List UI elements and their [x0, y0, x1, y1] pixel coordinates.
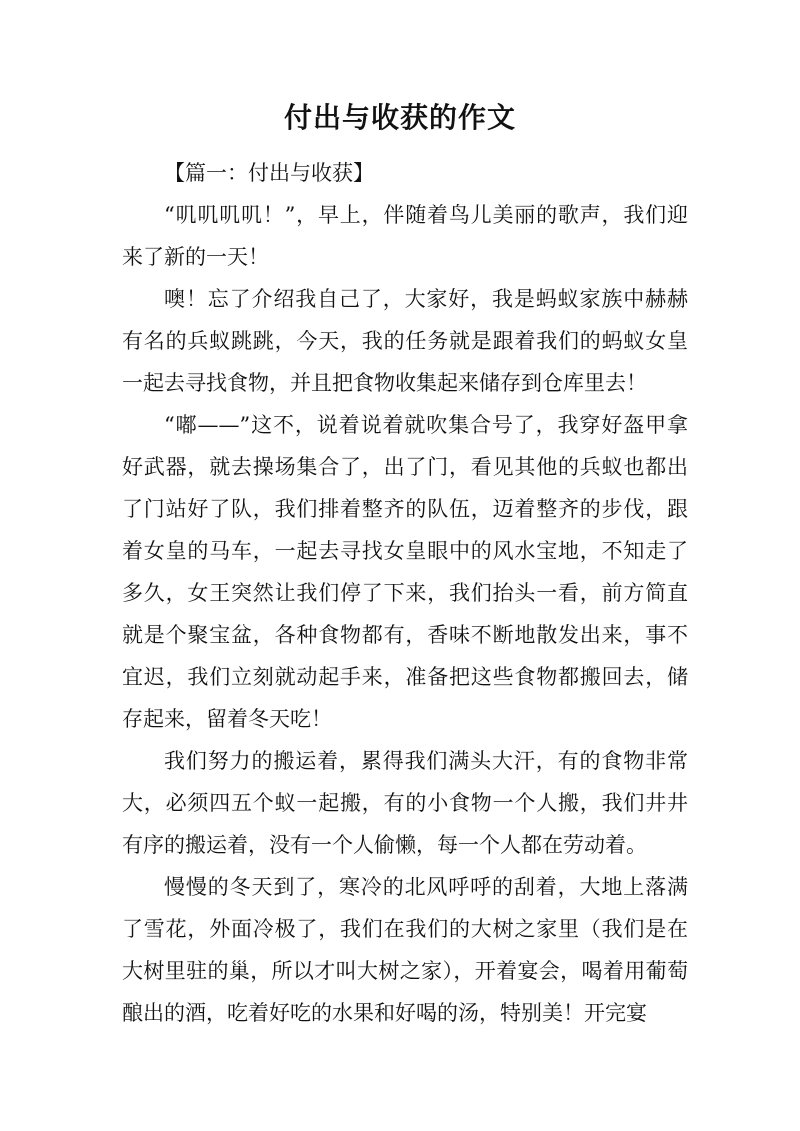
document-title: 付出与收获的作文: [283, 101, 516, 134]
paragraph: 噢！忘了介绍我自己了，大家好，我是蚂蚁家族中赫赫有名的兵蚁跳跳，今天，我的任务就是跟着我们的蚂蚁女皇一起去寻找食物，并且把食物收集起来储存到仓库里去！: [122, 287, 688, 395]
paragraph: “嘟——”这不，说着说着就吹集合号了，我穿好盔甲拿好武器，就去操场集合了，出了门，看见其他的兵蚁也都出了门站好了队，我们排着整齐的队伍，迈着整齐的步伐，跟着女皇的马车，一起去寻找女皇眼中的风水宝地，不知走了多久，女王突然让我们停了下来，我们抬头一看，前方简直就是个聚宝盆，各种食物都有，香味不断地散发出来，事不宜迟，我们立刻就动起手来，准备把这些食物都搬回去，储存起来，留着冬天吃！: [122, 413, 688, 731]
section-heading: 【篇一：付出与收获】: [164, 161, 374, 185]
paragraph: 慢慢的冬天到了，寒冷的北风呼呼的刮着，大地上落满了雪花，外面冷极了，我们在我们的大树之家里（我们是在大树里驻的巢，所以才叫大树之家），开着宴会，喝着用葡萄酿出的酒，吃着好吃的水果和好喝的汤，特别美！开完宴: [122, 875, 688, 1025]
paragraph: “叽叽叽叽！”，早上，伴随着鸟儿美丽的歌声，我们迎来了新的一天！: [122, 203, 688, 269]
document-body: [122, 152, 688, 1034]
paragraph: 我们努力的搬运着，累得我们满头大汗，有的食物非常大，必须四五个蚁一起搬，有的小食物一个人搬，我们井井有序的搬运着，没有一个人偷懒，每一个人都在劳动着。: [122, 749, 688, 857]
